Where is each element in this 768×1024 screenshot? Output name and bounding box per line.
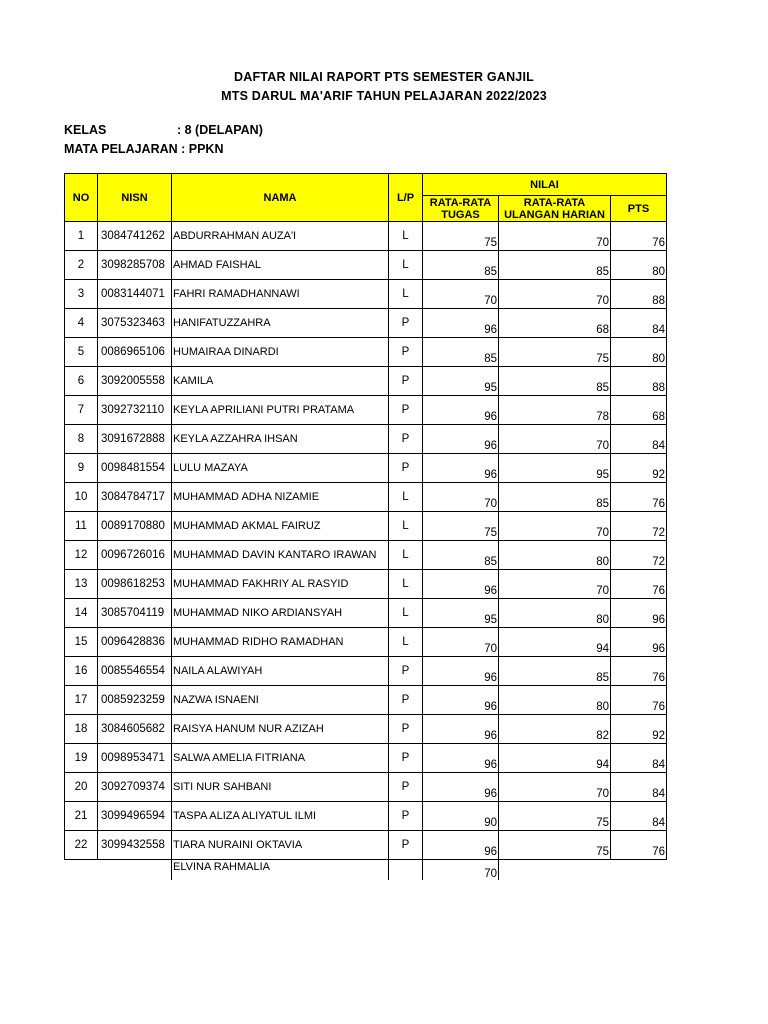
header-rata-uh-line2: ULANGAN HARIAN [504,208,605,221]
cell-nama: MUHAMMAD ADHA NIZAMIE [172,483,389,512]
cell-nama: HANIFATUZZAHRA [172,309,389,338]
cell-rata-tugas: 75 [423,222,499,251]
cell-nama: TIARA NURAINI OKTAVIA [172,831,389,860]
table-body [65,222,667,880]
cell-rata-uh: 75 [499,831,611,860]
report-title-line1: DAFTAR NILAI RAPORT PTS SEMESTER GANJIL [234,70,534,84]
cell-rata-tugas: 96 [423,570,499,599]
table-row [65,338,667,367]
cell-no: 8 [65,425,98,454]
cell-pts: 92 [611,715,667,744]
cell-nisn: 0098953471 [98,744,172,773]
cell-pts: 76 [611,483,667,512]
cell-pts: 76 [611,686,667,715]
cell-empty [499,860,611,880]
cell-lp: P [389,773,423,802]
cell-nama: SITI NUR SAHBANI [172,773,389,802]
cell-rata-tugas: 70 [423,628,499,657]
cell-pts: 84 [611,425,667,454]
table-row [65,599,667,628]
cell-nama: NAILA ALAWIYAH [172,657,389,686]
cell-rata-uh: 70 [499,280,611,309]
cell-nisn: 3098285708 [98,251,172,280]
table-row [65,483,667,512]
cell-rata-tugas: 96 [423,686,499,715]
table-row [65,744,667,773]
cell-rata-tugas: 96 [423,396,499,425]
cell-rata-tugas: 96 [423,744,499,773]
table-row [65,251,667,280]
cell-rata-tugas: 70 [423,860,499,880]
cell-no: 13 [65,570,98,599]
cell-nisn: 3084784717 [98,483,172,512]
kelas-label: KELAS [64,123,107,137]
table-row [65,541,667,570]
cell-no: 14 [65,599,98,628]
cell-no: 11 [65,512,98,541]
cell-pts: 80 [611,338,667,367]
cell-nama: RAISYA HANUM NUR AZIZAH [172,715,389,744]
cell-nisn: 3091672888 [98,425,172,454]
cell-nisn: 3092709374 [98,773,172,802]
header-nilai: NILAI [423,174,667,196]
cell-pts: 92 [611,454,667,483]
cell-pts: 72 [611,541,667,570]
cell-no: 20 [65,773,98,802]
cell-no: 2 [65,251,98,280]
cell-lp: L [389,483,423,512]
cell-nisn: 0089170880 [98,512,172,541]
table-row [65,425,667,454]
cell-rata-uh: 85 [499,251,611,280]
cell-lp: L [389,628,423,657]
cell-rata-tugas: 70 [423,483,499,512]
cell-lp: L [389,570,423,599]
header-rata-tugas-line2: TUGAS [441,208,480,221]
cell-rata-uh: 78 [499,396,611,425]
header-no: NO [65,174,98,222]
cell-rata-uh: 75 [499,802,611,831]
cell-lp [389,860,423,880]
cell-nisn: 0085923259 [98,686,172,715]
cell-nisn: 0096726016 [98,541,172,570]
cell-nisn: 0085546554 [98,657,172,686]
cell-nisn: 3099496594 [98,802,172,831]
cell-empty [98,860,172,880]
cell-nisn: 3084741262 [98,222,172,251]
cell-pts: 76 [611,222,667,251]
cell-lp: L [389,599,423,628]
cell-rata-uh: 85 [499,483,611,512]
header-rata-uh-line1: RATA-RATA [523,196,586,209]
cell-nisn: 0096428836 [98,628,172,657]
header-rata-uh [499,196,611,222]
cell-pts: 84 [611,773,667,802]
cell-nama: MUHAMMAD NIKO ARDIANSYAH [172,599,389,628]
cell-rata-tugas: 96 [423,715,499,744]
cell-pts: 80 [611,251,667,280]
cell-lp: P [389,686,423,715]
cell-rata-uh: 68 [499,309,611,338]
cell-empty [65,860,98,880]
cell-rata-tugas: 95 [423,599,499,628]
cell-no: 19 [65,744,98,773]
cell-rata-tugas: 70 [423,280,499,309]
cell-nisn: 3092732110 [98,396,172,425]
cell-nama: HUMAIRAA DINARDI [172,338,389,367]
cell-rata-tugas: 96 [423,454,499,483]
cell-rata-uh: 70 [499,773,611,802]
cell-pts: 96 [611,599,667,628]
cell-empty [611,860,667,880]
table-row [65,628,667,657]
cell-rata-uh: 82 [499,715,611,744]
cell-nama: MUHAMMAD AKMAL FAIRUZ [172,512,389,541]
cell-lp: P [389,338,423,367]
cell-nama: ELVINA RAHMALIA [172,860,389,880]
cell-pts: 76 [611,657,667,686]
cell-nisn: 0098481554 [98,454,172,483]
cell-pts: 88 [611,367,667,396]
cell-rata-uh: 70 [499,222,611,251]
cell-no: 15 [65,628,98,657]
cell-lp: P [389,454,423,483]
cell-no: 21 [65,802,98,831]
cell-lp: P [389,367,423,396]
table-row [65,802,667,831]
cell-nama: MUHAMMAD DAVIN KANTARO IRAWAN [172,541,389,570]
cell-nama: LULU MAZAYA [172,454,389,483]
header-rata-tugas-line1: RATA-RATA [429,196,492,209]
cell-rata-tugas: 96 [423,831,499,860]
cell-lp: P [389,744,423,773]
cell-no: 7 [65,396,98,425]
cell-rata-uh: 80 [499,541,611,570]
cell-nama: MUHAMMAD RIDHO RAMADHAN [172,628,389,657]
cell-lp: L [389,512,423,541]
header-rata-tugas [423,196,499,222]
table-row [65,222,667,251]
cell-lp: P [389,715,423,744]
cell-pts: 72 [611,512,667,541]
cell-no: 6 [65,367,98,396]
cell-no: 12 [65,541,98,570]
cell-lp: P [389,802,423,831]
cell-pts: 84 [611,744,667,773]
cell-rata-uh: 85 [499,367,611,396]
table-row [65,570,667,599]
cell-no: 5 [65,338,98,367]
cell-no: 1 [65,222,98,251]
cell-pts: 76 [611,570,667,599]
cell-nisn: 0083144071 [98,280,172,309]
table-row [65,657,667,686]
cell-nisn: 3099432558 [98,831,172,860]
cell-nisn: 3085704119 [98,599,172,628]
cell-nama: NAZWA ISNAENI [172,686,389,715]
header-nisn: NISN [98,174,172,222]
cell-pts: 84 [611,802,667,831]
table-row-extra [65,860,667,880]
table-row [65,512,667,541]
cell-rata-tugas: 96 [423,425,499,454]
kelas-info [64,123,263,137]
cell-nisn: 0098618253 [98,570,172,599]
cell-rata-tugas: 85 [423,338,499,367]
cell-no: 22 [65,831,98,860]
cell-no: 16 [65,657,98,686]
cell-pts: 96 [611,628,667,657]
cell-nama: ABDURRAHMAN AUZA'I [172,222,389,251]
cell-rata-uh: 70 [499,570,611,599]
cell-nama: SALWA AMELIA FITRIANA [172,744,389,773]
cell-rata-tugas: 96 [423,657,499,686]
cell-rata-tugas: 90 [423,802,499,831]
cell-rata-tugas: 85 [423,251,499,280]
cell-no: 9 [65,454,98,483]
cell-rata-uh: 70 [499,425,611,454]
cell-nisn: 3084605682 [98,715,172,744]
cell-rata-tugas: 75 [423,512,499,541]
cell-nisn: 3075323463 [98,309,172,338]
cell-no: 10 [65,483,98,512]
cell-no: 3 [65,280,98,309]
table-row [65,454,667,483]
table-row [65,773,667,802]
header-lp: L/P [389,174,423,222]
cell-rata-uh: 85 [499,657,611,686]
cell-rata-uh: 94 [499,628,611,657]
cell-nama: AHMAD FAISHAL [172,251,389,280]
header-pts: PTS [611,196,667,222]
cell-rata-uh: 75 [499,338,611,367]
cell-no: 17 [65,686,98,715]
cell-lp: P [389,831,423,860]
mapel-info: MATA PELAJARAN : PPKN [64,142,224,156]
table-row [65,715,667,744]
kelas-value: : 8 (DELAPAN) [177,123,263,137]
cell-lp: P [389,425,423,454]
cell-rata-tugas: 95 [423,367,499,396]
table-row [65,396,667,425]
cell-pts: 88 [611,280,667,309]
cell-rata-uh: 70 [499,512,611,541]
cell-nisn: 3092005558 [98,367,172,396]
cell-lp: P [389,657,423,686]
cell-rata-tugas: 96 [423,773,499,802]
cell-rata-uh: 80 [499,599,611,628]
table-row [65,367,667,396]
cell-no: 18 [65,715,98,744]
cell-nama: MUHAMMAD FAKHRIY AL RASYID [172,570,389,599]
cell-lp: L [389,251,423,280]
cell-rata-tugas: 96 [423,309,499,338]
cell-lp: P [389,309,423,338]
table-row [65,686,667,715]
report-title-line2: MTS DARUL MA'ARIF TAHUN PELAJARAN 2022/2023 [221,89,547,103]
cell-nisn: 0086965106 [98,338,172,367]
cell-pts: 76 [611,831,667,860]
cell-nama: KAMILA [172,367,389,396]
table-row [65,280,667,309]
cell-rata-tugas: 85 [423,541,499,570]
cell-rata-uh: 94 [499,744,611,773]
cell-lp: L [389,541,423,570]
header-nama: NAMA [172,174,389,222]
cell-nama: KEYLA APRILIANI PUTRI PRATAMA [172,396,389,425]
cell-pts: 68 [611,396,667,425]
cell-nama: FAHRI RAMADHANNAWI [172,280,389,309]
cell-lp: L [389,280,423,309]
cell-rata-uh: 80 [499,686,611,715]
table-row [65,831,667,860]
cell-lp: P [389,396,423,425]
cell-lp: L [389,222,423,251]
grades-table [64,173,667,880]
cell-rata-uh: 95 [499,454,611,483]
table-row [65,309,667,338]
cell-pts: 84 [611,309,667,338]
cell-nama: KEYLA AZZAHRA IHSAN [172,425,389,454]
cell-nama: TASPA ALIZA ALIYATUL ILMI [172,802,389,831]
cell-no: 4 [65,309,98,338]
